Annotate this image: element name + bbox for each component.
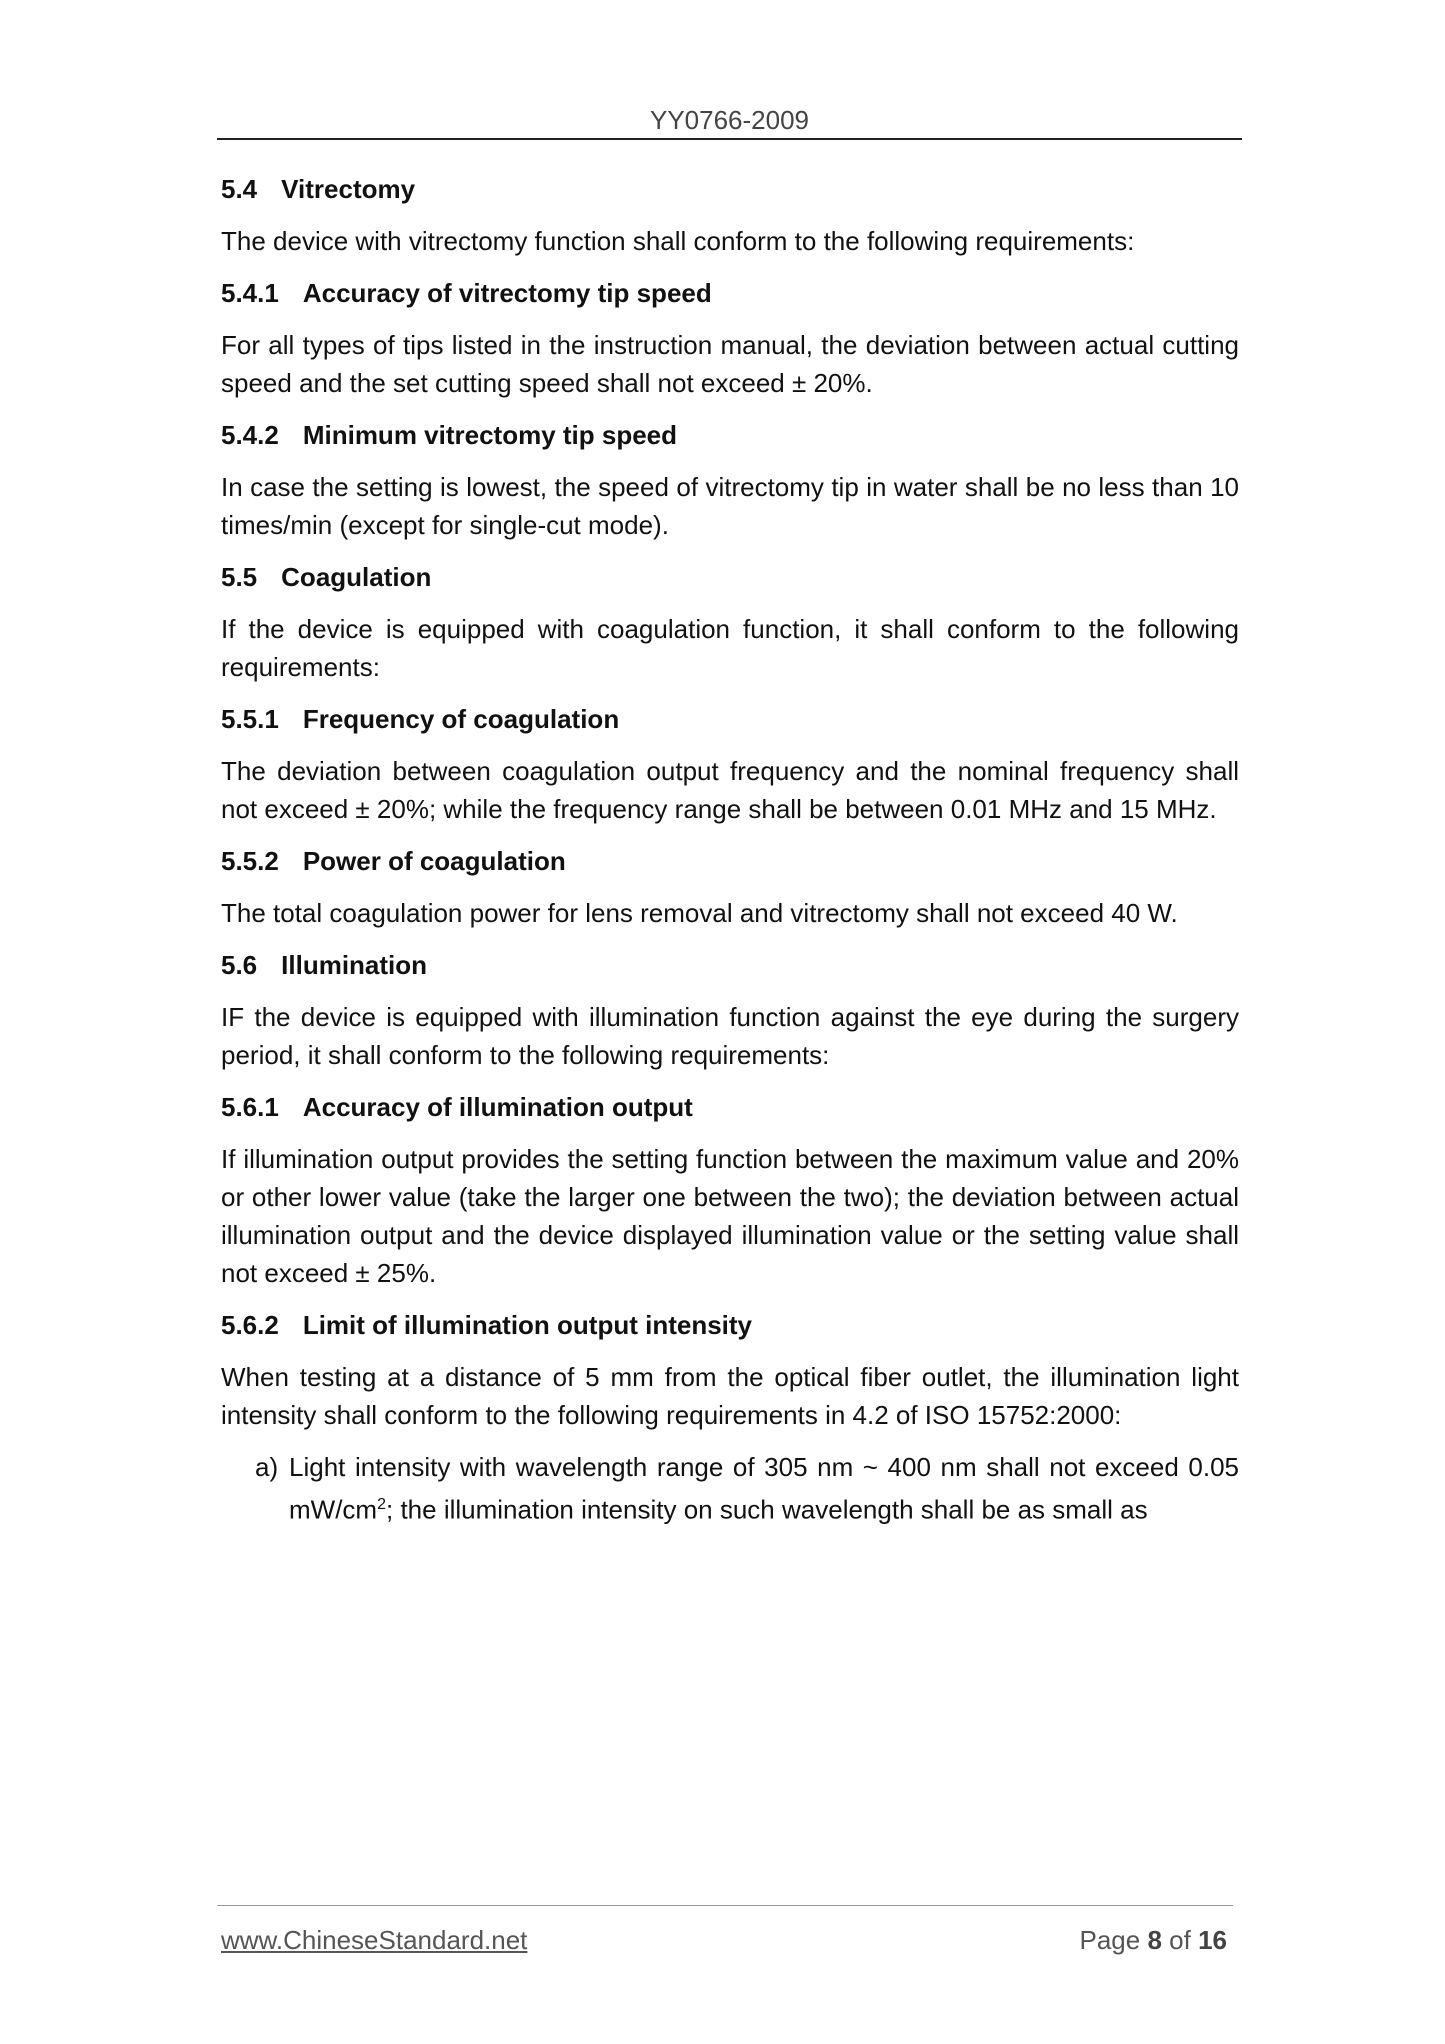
document-body: [221, 170, 1239, 1529]
section-number: 5.6: [221, 950, 258, 980]
section-number: 5.6.2: [221, 1310, 279, 1340]
section-text-5-6-1: If illumination output provides the setting function between the maximum value and 20% or other lower value (take the larger one between the two); the deviation between actual illumination output and the device displayed illumination value or the setting value shall not exceed ± 25%.: [221, 1144, 1239, 1288]
section-text-5-6-2: When testing at a distance of 5 mm from the optical fiber outlet, the illumination light intensity shall conform to the following requirements in 4.2 of ISO 15752:2000:: [221, 1362, 1239, 1430]
page-header: [217, 98, 1242, 140]
section-intro-5-5: If the device is equipped with coagulation function, it shall conform to the following requirements:: [221, 614, 1239, 682]
section-title: Minimum vitrectomy tip speed: [302, 420, 678, 450]
section-title: Vitrectomy: [281, 174, 416, 204]
website-link[interactable]: www.ChineseStandard.net: [221, 1925, 528, 1955]
section-heading-5-4-2: [221, 416, 1239, 454]
section-heading-5-5: [221, 558, 1239, 596]
section-number: 5.4.2: [221, 420, 279, 450]
section-heading-5-4: [221, 170, 1239, 208]
document-id: YY0766-2009: [649, 105, 810, 135]
current-page-number: 8: [1147, 1925, 1162, 1955]
section-text-5-4-1: For all types of tips listed in the instruction manual, the deviation between actual cutting speed and the set cutting speed shall not exceed ± 20%.: [221, 330, 1239, 398]
section-number: 5.5.1: [221, 704, 279, 734]
section-number: 5.5: [221, 562, 258, 592]
page-prefix: Page: [1079, 1925, 1141, 1955]
section-title: Accuracy of vitrectomy tip speed: [302, 278, 712, 308]
section-heading-5-5-1: [221, 700, 1239, 738]
section-heading-5-6-2: [221, 1306, 1239, 1344]
superscript: 2: [377, 1496, 386, 1513]
section-heading-5-4-1: [221, 274, 1239, 312]
section-title: Limit of illumination output intensity: [302, 1310, 753, 1340]
section-number: 5.5.2: [221, 846, 279, 876]
section-text-5-4-2: In case the setting is lowest, the speed of vitrectomy tip in water shall be no less than 10 times/min (except for single-cut mode).: [221, 472, 1239, 540]
section-title: Illumination: [281, 950, 428, 980]
list-item-text-end: ; the illumination intensity on such wavelength shall be as small as: [386, 1494, 1148, 1525]
section-number: 5.4.1: [221, 278, 279, 308]
section-text-5-5-1: The deviation between coagulation output frequency and the nominal frequency shall not exceed ± 20%; while the frequency range shall be between 0.01 MHz and 15 MHz.: [221, 756, 1239, 824]
page-indicator: [1079, 1922, 1227, 1958]
section-number: 5.6.1: [221, 1092, 279, 1122]
page-of: of: [1169, 1925, 1191, 1955]
total-page-count: 16: [1198, 1925, 1227, 1955]
section-title: Accuracy of illumination output: [302, 1092, 693, 1122]
list-item-text-start: Light intensity with wavelength range of 305 nm ~ 400 nm shall not exceed 0.05 mW/cm: [289, 1452, 1239, 1525]
footer-divider: [217, 1905, 1233, 1906]
list-marker: a): [255, 1452, 279, 1482]
section-title: Frequency of coagulation: [302, 704, 620, 734]
section-intro-5-6: IF the device is equipped with illumination function against the eye during the surgery period, it shall conform to the following requirements:: [221, 1002, 1239, 1070]
list-item-text: [289, 1448, 1239, 1529]
section-text-5-5-2: The total coagulation power for lens removal and vitrectomy shall not exceed 40 W.: [221, 898, 1178, 928]
section-title: Power of coagulation: [302, 846, 566, 876]
section-heading-5-5-2: [221, 842, 1239, 880]
list-item: [221, 1448, 1239, 1529]
section-heading-5-6-1: [221, 1088, 1239, 1126]
section-title: Coagulation: [281, 562, 432, 592]
section-intro-5-4: The device with vitrectomy function shall conform to the following requirements:: [221, 226, 1135, 256]
section-heading-5-6: [221, 946, 1239, 984]
section-number: 5.4: [221, 174, 258, 204]
